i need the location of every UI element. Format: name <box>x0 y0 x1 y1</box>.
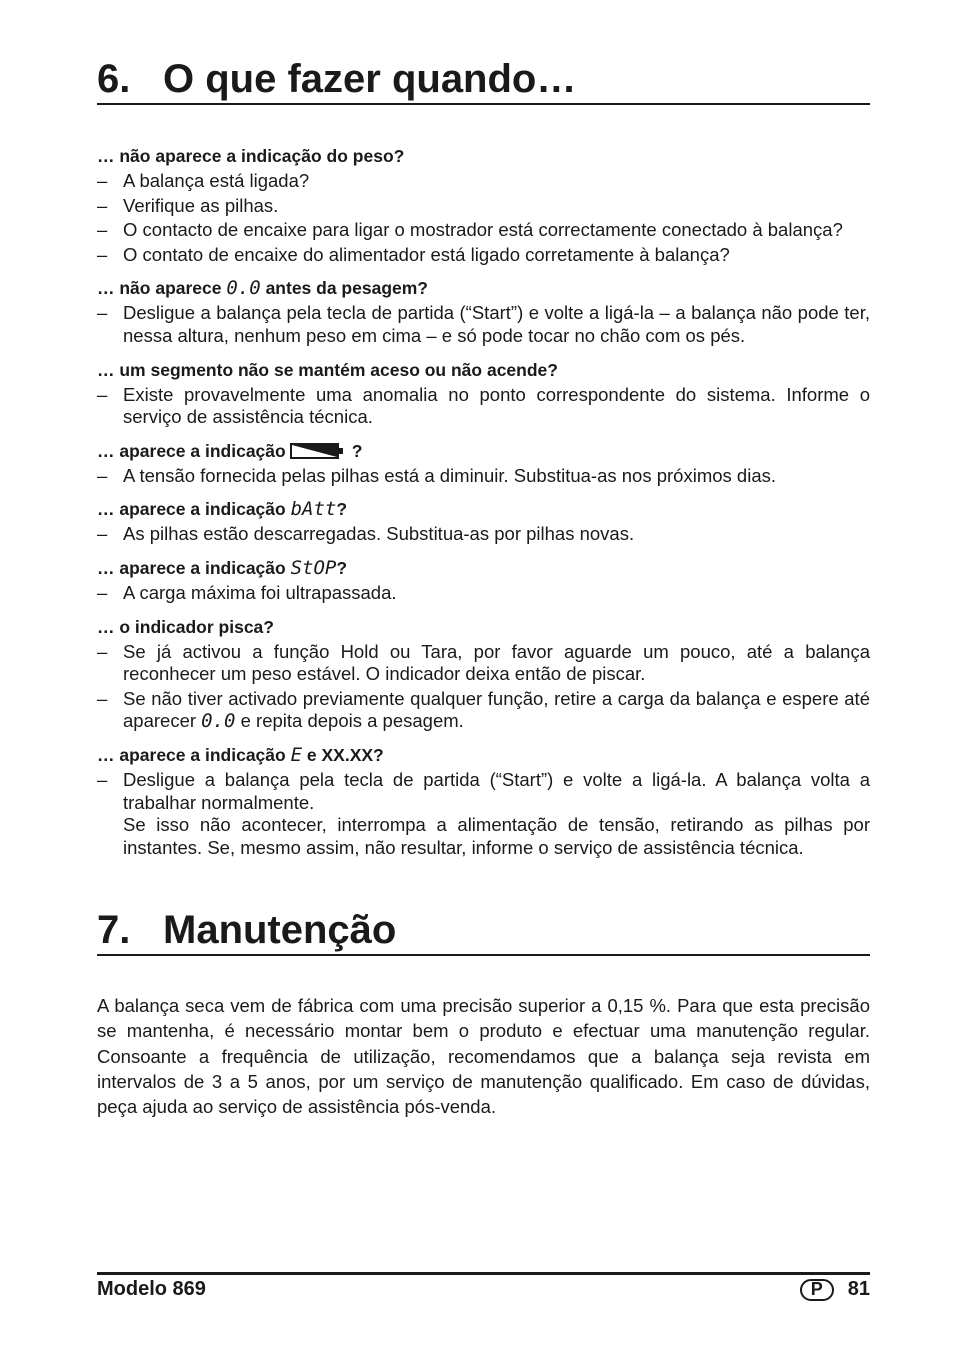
faq-answer-item <box>97 641 870 686</box>
answer-text: Se já activou a função Hold ou Tara, por favor aguarde um pouco, até a balança reconhecer um peso estável. O indicador deixa então de piscar. <box>123 640 870 685</box>
list-dash: – <box>97 170 108 191</box>
list-dash: – <box>97 640 108 662</box>
faq-answer-item <box>97 688 870 733</box>
answer-text: A tensão fornecida pelas pilhas está a diminuir. Substitua-as nos próximos dias. <box>123 464 777 486</box>
section-6-number: 6. <box>97 57 131 101</box>
faq-answer-item <box>97 244 870 267</box>
lcd-display-symbol: StOP <box>290 556 337 579</box>
list-dash: – <box>97 687 108 709</box>
question-text: … aparece a indicação <box>97 744 291 765</box>
footer-model: Modelo 869 <box>97 1278 206 1300</box>
faq-question <box>97 358 870 382</box>
list-dash: – <box>97 768 108 790</box>
list-dash: – <box>97 383 108 405</box>
question-text: … o indicador pisca? <box>97 616 274 637</box>
lcd-display-symbol: bAtt <box>290 498 337 521</box>
answer-text: Desligue a balança pela tecla de partida (“Start”) e volte a ligá-la – a balança não pode ter, nessa altura, nenhum peso em cima – e só pode tocar no chão com os pés. <box>123 302 870 346</box>
question-text: … não aparece a indicação do peso? <box>97 146 405 166</box>
list-dash: – <box>97 302 108 324</box>
section-7-number: 7. <box>97 908 131 952</box>
faq-question <box>97 743 870 767</box>
list-dash: – <box>97 243 108 265</box>
question-suffix: ? <box>351 440 363 461</box>
question-text: … não aparece <box>97 278 227 299</box>
faq-answer-item <box>97 582 870 605</box>
battery-low-icon <box>290 443 344 459</box>
faq-question <box>97 556 870 580</box>
question-text: … aparece a indicação <box>97 440 286 461</box>
faq-answer-item <box>97 195 870 218</box>
troubleshooting-list <box>97 144 870 861</box>
answer-text: Desligue a balança pela tecla de partida (“Start”) e volte a ligá-la. A balança volta a trabalhar normalmente. <box>123 768 870 813</box>
lcd-display-symbol: 0.0 <box>201 710 236 733</box>
question-suffix: antes da pesagem? <box>260 278 428 299</box>
faq-answer-item <box>97 170 870 193</box>
faq-question <box>97 497 870 521</box>
faq-answer-item <box>97 219 870 242</box>
faq-answer-item <box>97 523 870 546</box>
footer-rule <box>97 1272 870 1275</box>
list-dash: – <box>97 581 108 603</box>
list-dash: – <box>97 464 108 486</box>
list-dash: – <box>97 523 108 545</box>
footer-right <box>800 1278 870 1301</box>
maintenance-paragraph: A balança seca vem de fábrica com uma precisão superior a 0,15 %. Para que esta precisão se mantenha, é necessário montar bem o produto e efectuar uma manutenção regular. Consoante a frequência de utilização, recomendamos que a balança seja revista em intervalos de 3 a 5 anos, por um serviço de manutenção qualificado. Em caso de dúvidas, peça ajuda ao serviço de assistência pós-venda. <box>97 995 870 1118</box>
section-7-title: Manutenção <box>163 908 397 952</box>
question-suffix: ? <box>336 499 348 520</box>
answer-text: As pilhas estão descarregadas. Substitua-as por pilhas novas. <box>123 523 635 545</box>
answer-text: Se não tiver activado previamente qualquer função, retire a carga da balança e espere até aparecer <box>123 687 870 732</box>
lcd-display-symbol: 0.0 <box>226 277 261 300</box>
question-text: … aparece a indicação <box>97 499 291 520</box>
page-number: 81 <box>847 1278 870 1300</box>
question-text: … um segmento não se mantém aceso ou não acende? <box>97 359 558 380</box>
answer-text: A balança está ligada? <box>123 170 310 191</box>
faq-answer-item <box>97 384 870 429</box>
question-suffix: ? <box>336 557 348 578</box>
faq-answer-item <box>97 769 870 859</box>
list-dash: – <box>97 194 108 216</box>
section-6-title: O que fazer quando… <box>163 57 577 101</box>
faq-question <box>97 439 870 463</box>
list-dash: – <box>97 219 108 241</box>
answer-text-continued: e repita depois a pesagem. <box>235 710 464 732</box>
language-badge: P <box>800 1279 834 1301</box>
lcd-display-symbol: E <box>290 743 303 766</box>
faq-answer-item <box>97 465 870 488</box>
question-text: … aparece a indicação <box>97 557 291 578</box>
answer-text: A carga máxima foi ultrapassada. <box>123 581 397 603</box>
answer-text: O contato de encaixe do alimentador está ligado corretamente à balança? <box>123 243 730 265</box>
section-7-heading <box>97 906 870 958</box>
question-suffix: e XX.XX? <box>302 744 384 765</box>
faq-answer-item <box>97 302 870 347</box>
faq-question <box>97 144 870 168</box>
answer-text: O contacto de encaixe para ligar o mostrador está correctamente conectado à balança? <box>123 219 843 241</box>
answer-extra-text: Se isso não acontecer, interrompa a alimentação de tensão, retirando as pilhas por instantes. Se, mesmo assim, não resultar, informe o serviço de assistência técnica. <box>123 814 870 858</box>
answer-text: Verifique as pilhas. <box>123 194 279 216</box>
faq-question <box>97 276 870 300</box>
answer-text: Existe provavelmente uma anomalia no ponto correspondente do sistema. Informe o serviço de assistência técnica. <box>123 383 870 428</box>
faq-question <box>97 615 870 639</box>
section-6-heading <box>97 55 870 107</box>
